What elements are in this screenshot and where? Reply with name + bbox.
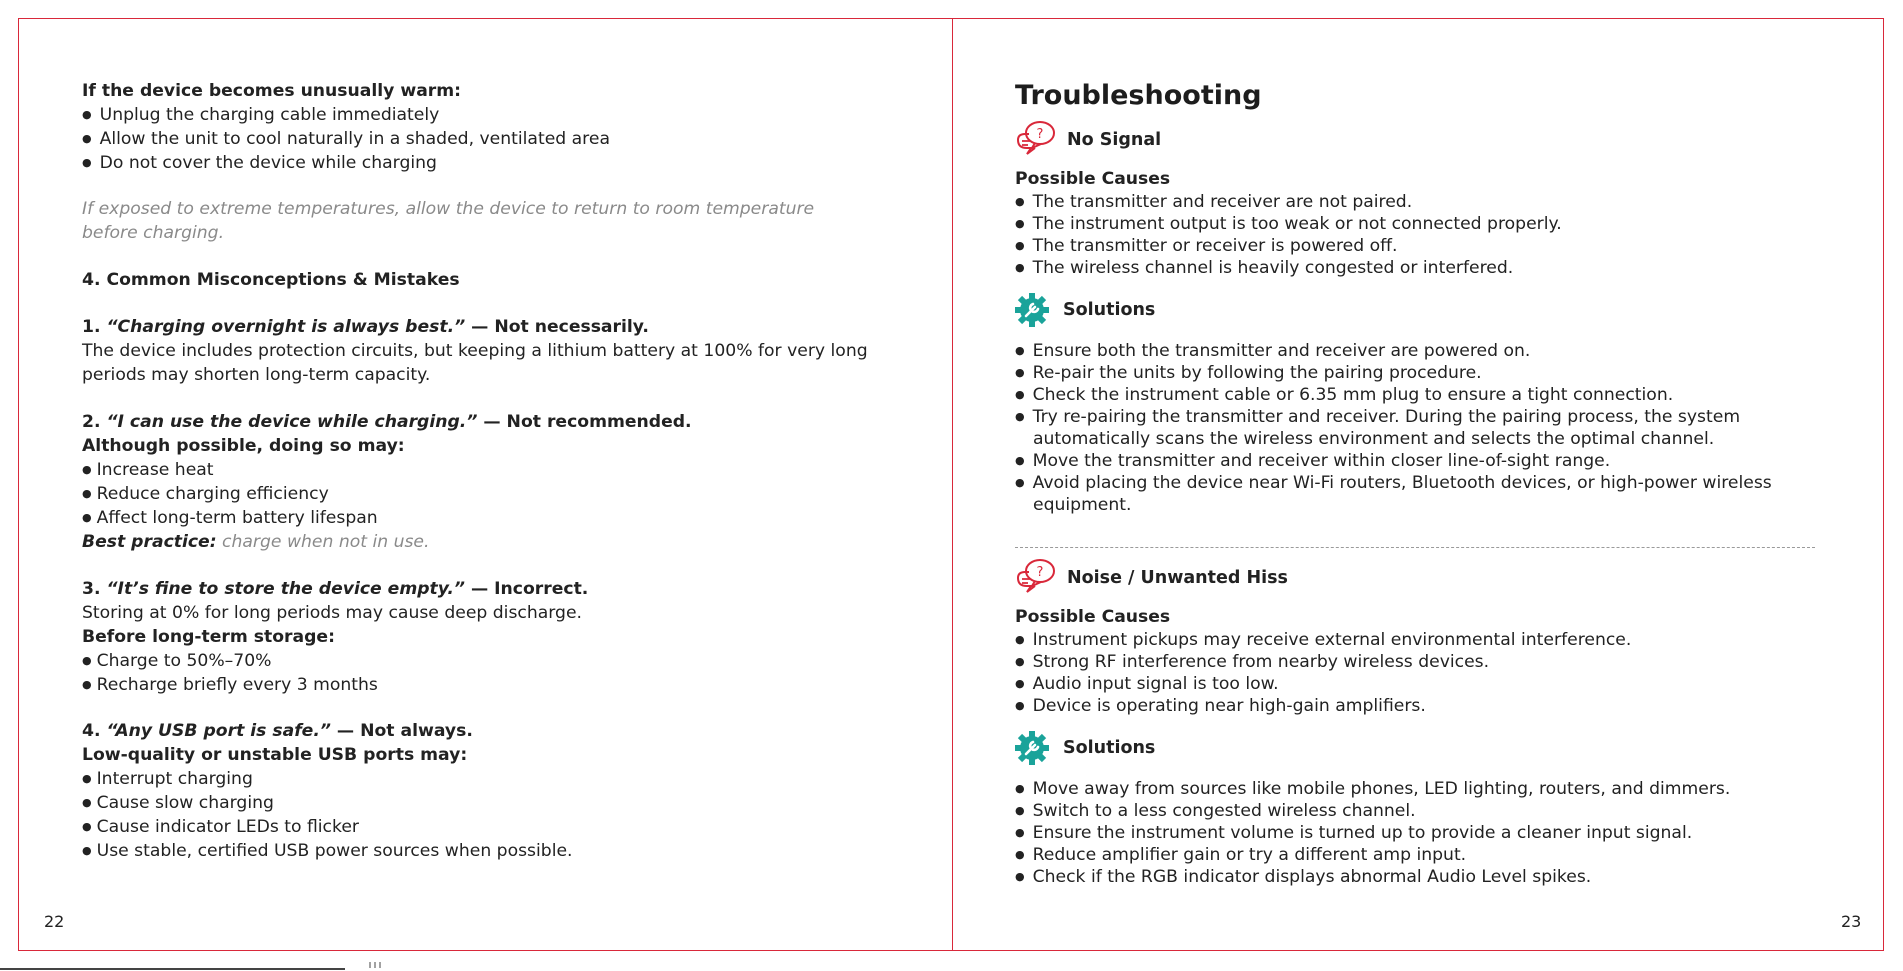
cause-item: ● The transmitter and receiver are not paired. (1015, 191, 1412, 215)
misconception-3-item: ● Charge to 50%–70% (82, 650, 271, 674)
misconception-2-item: ● Affect long-term battery lifespan (82, 507, 378, 531)
solution-item: ● Ensure both the transmitter and receiver are powered on. (1015, 340, 1530, 364)
misconception-4-item: ● Use stable, certified USB power sources when possible. (82, 840, 573, 864)
no-signal-label: No Signal (1067, 130, 1162, 150)
extreme-temp-note: before charging. (82, 223, 225, 243)
misconception-1-body: The device includes protection circuits, but keeping a lithium battery at 100% for very long (82, 341, 868, 361)
warm-item: ● Do not cover the device while charging (82, 152, 437, 176)
misconception-1-body: periods may shorten long-term capacity. (82, 365, 431, 385)
crop-mark (368, 962, 386, 968)
causes-heading: Possible Causes (1015, 607, 1171, 627)
solution-item: ● Re-pair the units by following the pairing procedure. (1015, 362, 1482, 386)
solutions-label: Solutions (1063, 300, 1156, 320)
page-number-left: 22 (44, 912, 65, 931)
misconception-4-item: ● Cause indicator LEDs to flicker (82, 816, 359, 840)
misconception-2-heading: 2. “I can use the device while charging.” — Not recommended. (82, 412, 692, 432)
misconception-3-item: ● Recharge briefly every 3 months (82, 674, 378, 698)
page-title: Troubleshooting (1015, 80, 1262, 111)
solution-item: ● Move the transmitter and receiver within closer line-of-sight range. (1015, 450, 1610, 474)
misconception-4-item: ● Cause slow charging (82, 792, 274, 816)
noise-label: Noise / Unwanted Hiss (1067, 568, 1288, 588)
misconception-4-item: ● Interrupt charging (82, 768, 253, 792)
solution-item: ● Move away from sources like mobile phones, LED lighting, routers, and dimmers. (1015, 778, 1730, 802)
cause-item: ● The transmitter or receiver is powered off. (1015, 235, 1397, 259)
misconception-3-heading: 3. “It’s fine to store the device empty.” — Incorrect. (82, 579, 589, 599)
misconception-4-lead: Low-quality or unstable USB ports may: (82, 745, 468, 765)
svg-text:?: ? (1036, 127, 1044, 142)
page-divider (952, 18, 953, 951)
question-speech-bubble-icon (1015, 120, 1057, 160)
solution-item: ● Switch to a less congested wireless channel. (1015, 800, 1416, 824)
misconception-2-item: ● Increase heat (82, 459, 214, 483)
cause-item: ● Instrument pickups may receive external environmental interference. (1015, 629, 1631, 653)
crop-line (0, 968, 345, 970)
solution-item: ● Check the instrument cable or 6.35 mm plug to ensure a tight connection. (1015, 384, 1673, 408)
warm-heading: If the device becomes unusually warm: (82, 81, 462, 101)
wrench-gear-icon (1015, 290, 1057, 330)
best-practice: Best practice: charge when not in use. (82, 532, 430, 552)
svg-text:?: ? (1036, 565, 1044, 580)
solutions-label: Solutions (1063, 738, 1156, 758)
solution-item: ● Try re-pairing the transmitter and receiver. During the pairing process, the system (1015, 406, 1740, 430)
cause-item: ● The wireless channel is heavily congested or interfered. (1015, 257, 1513, 281)
solution-item-continued: equipment. (1033, 495, 1132, 515)
cause-item: ● Device is operating near high-gain amplifiers. (1015, 695, 1426, 719)
question-speech-bubble-icon (1015, 558, 1057, 598)
extreme-temp-note: If exposed to extreme temperatures, allow the device to return to room temperature (82, 199, 815, 219)
warm-item: ● Unplug the charging cable immediately (82, 104, 439, 128)
noise-heading (1015, 558, 1288, 598)
wrench-gear-icon (1015, 728, 1057, 768)
misconception-1-heading: 1. “Charging overnight is always best.” — Not necessarily. (82, 317, 649, 337)
section-separator (1015, 547, 1815, 548)
warm-item: ● Allow the unit to cool naturally in a shaded, ventilated area (82, 128, 610, 152)
section-title: 4. Common Misconceptions & Mistakes (82, 270, 460, 290)
solution-item: ● Reduce amplifier gain or try a different amp input. (1015, 844, 1466, 868)
cause-item: ● The instrument output is too weak or not connected properly. (1015, 213, 1562, 237)
solutions-heading (1015, 728, 1155, 768)
misconception-3-lead: Before long-term storage: (82, 627, 335, 647)
page-number-right: 23 (1841, 912, 1862, 931)
cause-item: ● Audio input signal is too low. (1015, 673, 1279, 697)
misconception-4-heading: 4. “Any USB port is safe.” — Not always. (82, 721, 473, 741)
solution-item: ● Ensure the instrument volume is turned up to provide a cleaner input signal. (1015, 822, 1692, 846)
solution-item-continued: automatically scans the wireless environment and selects the optimal channel. (1033, 429, 1715, 449)
solution-item: ● Avoid placing the device near Wi-Fi routers, Bluetooth devices, or high-power wireless (1015, 472, 1772, 496)
no-signal-heading (1015, 120, 1161, 160)
cause-item: ● Strong RF interference from nearby wireless devices. (1015, 651, 1489, 675)
misconception-3-body: Storing at 0% for long periods may cause deep discharge. (82, 603, 582, 623)
solution-item: ● Check if the RGB indicator displays abnormal Audio Level spikes. (1015, 866, 1591, 890)
misconception-2-lead: Although possible, doing so may: (82, 436, 405, 456)
misconception-2-item: ● Reduce charging efficiency (82, 483, 329, 507)
solutions-heading (1015, 290, 1155, 330)
causes-heading: Possible Causes (1015, 169, 1171, 189)
